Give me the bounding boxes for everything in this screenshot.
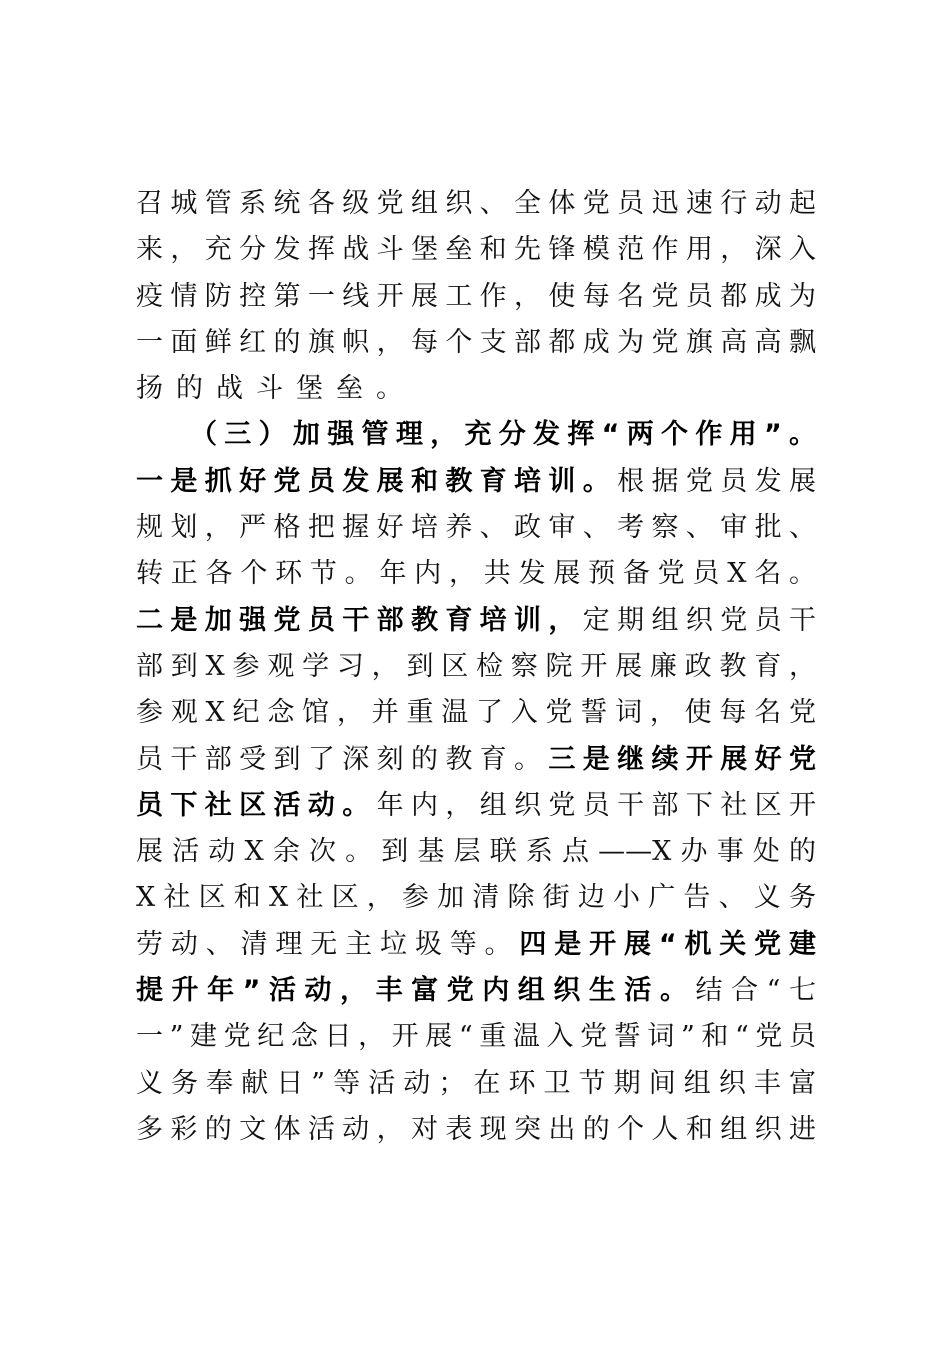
body-text: 员干部受到了深刻的教育。 (136, 743, 549, 775)
text-line (136, 922, 816, 968)
body-text: 劳动、清理无主垃圾等。 (136, 928, 520, 960)
body-text: 规划，严格把握好培养、政审、考察、审批、 (136, 512, 816, 544)
text-line (136, 968, 816, 1014)
text-line (136, 690, 816, 736)
body-text: 部到X参观学习，到区检察院开展廉政教育， (136, 650, 816, 682)
text-line (136, 366, 816, 412)
text-line (136, 551, 816, 597)
body-text: 一”建党纪念日，开展“重温入党誓词”和“党员 (136, 1021, 816, 1053)
bold-heading-text: 一是抓好党员发展和教育培训。 (136, 465, 618, 497)
bold-heading-text: 三是继续开展好党 (548, 743, 817, 775)
text-line (136, 181, 816, 227)
body-text: 疫情防控第一线开展工作，使每名党员都成为 (136, 280, 816, 312)
text-line (136, 1107, 816, 1153)
text-line (136, 227, 816, 273)
text-line (136, 598, 816, 644)
body-text: 多彩的文体活动，对表现突出的个人和组织进 (136, 1113, 816, 1145)
body-text: 义务奉献日”等活动；在环卫节期间组织丰富 (136, 1067, 816, 1099)
text-line (136, 459, 816, 505)
body-text: 结合“七 (695, 975, 816, 1007)
text-line (136, 644, 816, 690)
body-text: 扬的战斗堡垒。 (136, 373, 416, 405)
text-line (136, 505, 816, 551)
bold-heading-text: 提升年”活动，丰富党内组织生活。 (136, 975, 696, 1007)
text-line (136, 829, 816, 875)
text-line (136, 783, 816, 829)
body-text: 来，充分发挥战斗堡垒和先锋模范作用，深入 (136, 234, 816, 266)
bold-heading-text: （三）加强管理，充分发挥“两个作用”。 (190, 419, 816, 451)
bold-heading-text: 四是开展“机关党建 (519, 928, 817, 960)
body-text: 根据党员发展 (617, 465, 817, 497)
bold-heading-text: 员下社区活动。 (136, 789, 377, 821)
text-line (136, 737, 816, 783)
body-text: X社区和X社区，参加清除街边小广告、义务 (136, 882, 816, 914)
text-line (136, 875, 816, 921)
text-line (136, 1014, 816, 1060)
body-text: 转正各个环节。年内，共发展预备党员X名。 (136, 558, 816, 590)
body-text: 展活动X余次。到基层联系点——X办事处的 (136, 836, 816, 868)
body-text: 定期组织党员干 (582, 604, 817, 636)
document-body (136, 181, 816, 1153)
text-line (136, 274, 816, 320)
text-line (136, 412, 816, 458)
text-line (136, 320, 816, 366)
bold-heading-text: 二是加强党员干部教育培训， (136, 604, 583, 636)
body-text: 参观X纪念馆，并重温了入党誓词，使每名党 (136, 697, 816, 729)
body-text: 召城管系统各级党组织、全体党员迅速行动起 (136, 188, 816, 219)
body-text: 年内，组织党员干部下社区开 (376, 789, 817, 821)
body-text: 一面鲜红的旗帜，每个支部都成为党旗高高飘 (136, 326, 816, 358)
text-line (136, 1061, 816, 1107)
